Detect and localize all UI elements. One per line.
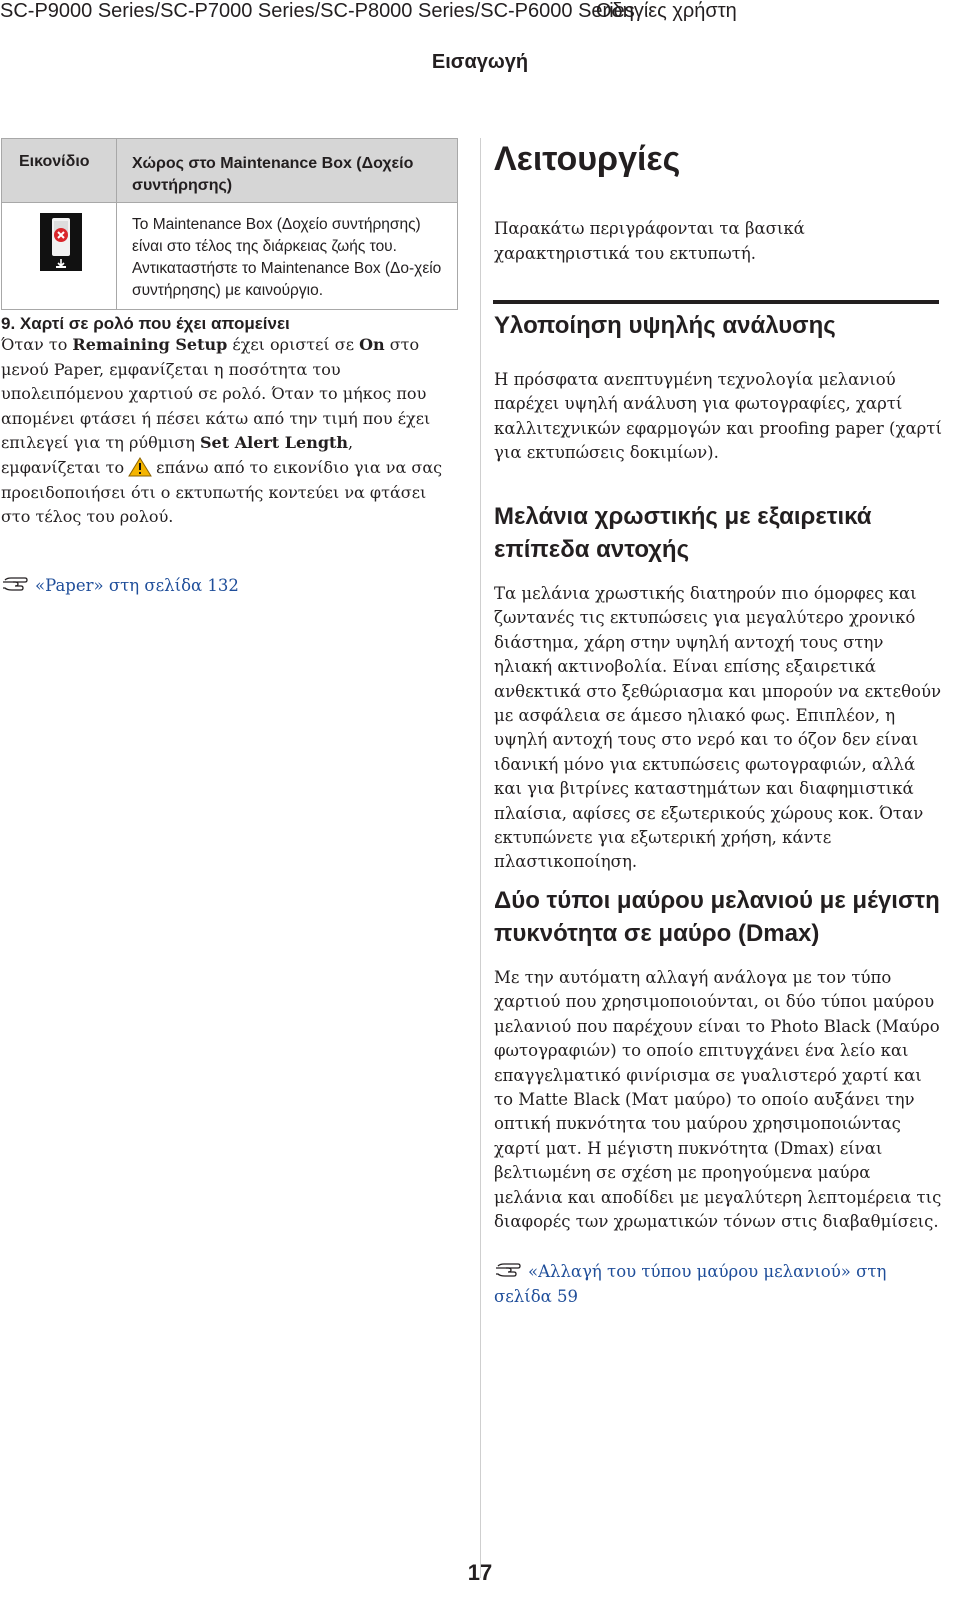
black-ink-paragraph: Με την αυτόματη αλλαγή ανάλογα με τον τύπο χαρτιού που χρησιμοποιούνται, οι δύο τύποι μαύρου μελανιού που παρέχουν είναι το Photo Black (Μαύρο φωτογραφιών) το οποίο επιτυγχάνει ένα λείο και επαγγελματικό φινίρισμα σε γυαλιστερό χαρτί και το Matte Black (Ματ μαύρο) το οποίο αυξάνει την οπτική πυκνότητα του μαύρου χρησιμοποιώντας χαρτί ματ. Η μέγιστη πυκνότητα (Dmax) είναι βελτιωμένη σε σχέση με προηγούμενα μαύρα μελάνια και αποδίδει με μεγαλύτερη λεπτομέρεια τις διαφορές των χρωματικών τόνων στις διαβαθμίσεις. <box>494 968 942 1232</box>
high-resolution-heading: Υλοποίηση υψηλής ανάλυσης <box>494 312 836 339</box>
pigment-inks-heading: Μελάνια χρωστικής με εξαιρετικά επίπεδα αντοχής <box>494 503 872 563</box>
high-resolution-paragraph: Η πρόσφατα ανεπτυγμένη τεχνολογία μελανιού παρέχει υψηλή ανάλυση για φωτογραφίες, χαρτί καλλιτεχνικών εφαρμογών και proofing paper (χαρτί για εκτυπώσεις δοκιμίων). <box>494 370 942 463</box>
item-9-heading: 9. Χαρτί σε ρολό που έχει απομείνει <box>1 314 290 333</box>
features-title: Λειτουργίες <box>494 140 681 178</box>
pointing-hand-icon <box>1 576 29 594</box>
black-ink-change-link[interactable]: «Αλλαγή του τύπου μαύρου μελανιού» στη σελίδα 59 <box>494 1262 887 1306</box>
warning-icon <box>128 457 152 477</box>
document-header-guide: Οδηγίες χρήστη <box>596 0 737 22</box>
table-header-description: Χώρος στο Maintenance Box (Δοχείο συντήρησης) <box>132 155 414 194</box>
icon-table <box>1 138 458 310</box>
features-rule <box>493 300 939 304</box>
table-header-icon: Εικονίδιο <box>19 153 90 170</box>
black-ink-heading: Δύο τύποι μαύρου μελανιού με μέγιστη πυκνότητα σε μαύρο (Dmax) <box>494 887 940 947</box>
maintenance-box-full-icon <box>40 213 82 271</box>
pigment-inks-paragraph: Τα μελάνια χρωστικής διατηρούν πιο όμορφες και ζωντανές τις εκτυπώσεις για μεγαλύτερο χρονικό διάστημα, χάρη στην υψηλή αντοχή τους στην ηλιακή ακτινοβολία. Είναι επίσης εξαιρετικά ανθεκτικά στο ξεθώριασμα και μπορούν να εκτεθούν με ασφάλεια σε άμεσο ηλιακό φως. Επιπλέον, η υψηλή αντοχή τους στο νερό και το όζον δεν είναι ιδανική μόνο για εκτυπώσεις φωτογραφιών, αλλά και για βιτρίνες καταστημάτων και διαφημιστικά πλαίσια, αφίσες σε εξωτερικούς χώρους κοκ. Όταν εκτυπώνετε για εξωτερική χρήση, κάντε πλαστικοποίηση. <box>494 584 942 872</box>
section-title: Εισαγωγή <box>431 51 529 73</box>
pointing-hand-icon <box>494 1262 522 1280</box>
page-number: 17 <box>467 1560 493 1585</box>
table-row-description: Το Maintenance Box (Δοχείο συντήρησης) είναι στο τέλος της διάρκειας ζωής του. Αντικαταστήστε το Maintenance Box (Δο-χείο συντήρησης) με καινούργιο. <box>132 216 442 299</box>
table-column-divider <box>116 139 117 309</box>
paper-page-link[interactable]: «Paper» στη σελίδα 132 <box>1 574 239 599</box>
features-intro: Παρακάτω περιγράφονται τα βασικά χαρακτηριστικά του εκτυπωτή. <box>494 219 805 263</box>
column-divider <box>480 138 481 1578</box>
item-9-paragraph: Όταν το Remaining Setup έχει οριστεί σε On στο μενού Paper, εμφανίζεται η ποσότητα του υπολειπόμενου χαρτιού σε ρολό. Όταν το μήκος που απομένει φτάσει ή πέσει κάτω από την τιμή που έχει επιλεγεί για τη ρύθμιση Set Alert Length, εμφανίζεται το επάνω από το εικονίδιο για να σας προειδοποιήσει ότι ο εκτυπωτής κοντεύει να φτάσει στο τέλος του ρολού. <box>1 335 443 527</box>
document-header-title: SC-P9000 Series/SC-P7000 Series/SC-P8000 Series/SC-P6000 Series <box>0 0 635 22</box>
